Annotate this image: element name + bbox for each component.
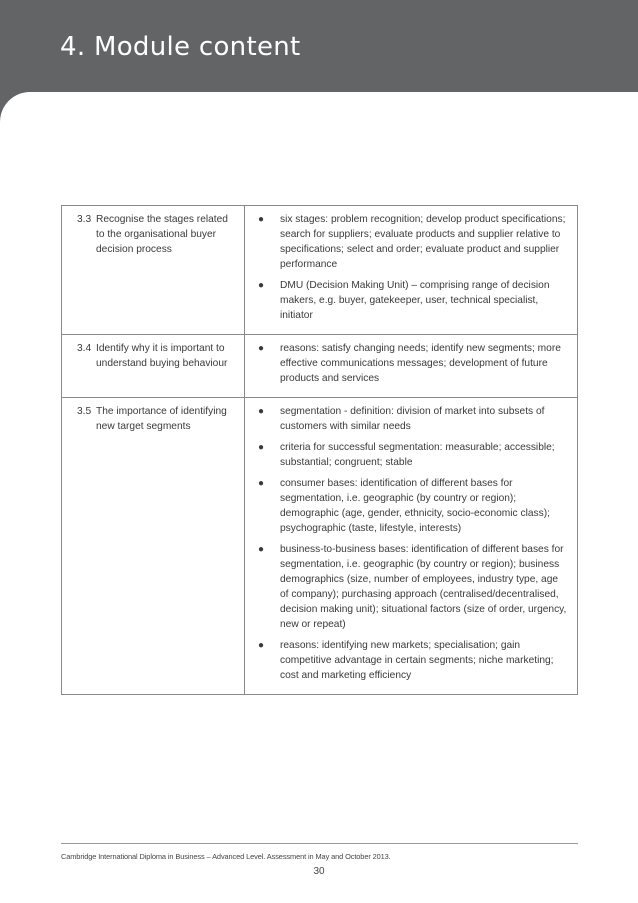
bullet-icon: ● <box>258 478 265 489</box>
details-list <box>245 206 577 334</box>
list-item <box>258 440 567 470</box>
objective-cell <box>62 398 245 695</box>
details-cell <box>245 335 578 398</box>
details-list <box>245 398 577 694</box>
page-title: 4. Module content <box>60 32 301 62</box>
objective-cell <box>62 206 245 335</box>
module-content-table <box>61 205 578 695</box>
table-row <box>62 398 578 695</box>
list-item <box>258 341 567 386</box>
page-number: 30 <box>313 866 325 877</box>
objective-text: The importance of identifying new target segments <box>96 406 227 432</box>
footer-text: Cambridge International Diploma in Business – Advanced Level. Assessment in May and October 2013. <box>61 852 391 861</box>
objective-number: 3.3 <box>77 214 92 225</box>
bullet-icon: ● <box>258 406 265 417</box>
detail-text: consumer bases: identification of different bases for segmentation, i.e. geographic (by country or region); demographic (age, gender, ethnicity, socio-economic class); psychographic (taste, lifestyle, interests) <box>280 478 550 534</box>
details-cell <box>245 398 578 695</box>
details-cell <box>245 206 578 335</box>
bullet-icon: ● <box>258 442 265 453</box>
objective-cell <box>62 335 245 398</box>
detail-text: DMU (Decision Making Unit) – comprising range of decision makers, e.g. buyer, gatekeeper, user, technical specialist, initiator <box>280 280 550 321</box>
bullet-icon: ● <box>258 214 265 225</box>
objective-number: 3.5 <box>77 406 92 417</box>
bullet-icon: ● <box>258 544 265 555</box>
list-item <box>258 212 567 272</box>
detail-text: business-to-business bases: identification of different bases for segmentation, i.e. geographic (by country or region); business demographics (size, number of employees, industry type, age of company); purchasing approach (centralised/decentralised, decision making unit); situational factors (size of order, urgency, new or repeat) <box>280 544 567 630</box>
list-item <box>258 278 567 323</box>
table-row <box>62 206 578 335</box>
table-row <box>62 335 578 398</box>
header-corner-curve <box>0 92 30 122</box>
bullet-icon: ● <box>258 343 265 354</box>
list-item <box>258 638 567 683</box>
list-item <box>258 476 567 536</box>
objective-number: 3.4 <box>77 343 92 354</box>
objective-text: Identify why it is important to understand buying behaviour <box>96 343 228 369</box>
detail-text: reasons: satisfy changing needs; identify new segments; more effective communications messages; development of future products and services <box>280 343 561 384</box>
list-item <box>258 542 567 632</box>
bullet-icon: ● <box>258 640 265 651</box>
detail-text: six stages: problem recognition; develop product specifications; search for suppliers; evaluate products and supplier relative to specifications; select and order; evaluate product and supplier performance <box>280 214 566 270</box>
bullet-icon: ● <box>258 280 265 291</box>
list-item <box>258 404 567 434</box>
detail-text: criteria for successful segmentation: measurable; accessible; substantial; congruent; stable <box>280 442 555 468</box>
detail-text: reasons: identifying new markets; specialisation; gain competitive advantage in certain segments; niche marketing; cost and marketing efficiency <box>280 640 554 681</box>
footer-divider <box>61 843 578 844</box>
details-list <box>245 335 577 397</box>
objective-text: Recognise the stages related to the organisational buyer decision process <box>96 214 228 255</box>
detail-text: segmentation - definition: division of market into subsets of customers with similar needs <box>280 406 545 432</box>
